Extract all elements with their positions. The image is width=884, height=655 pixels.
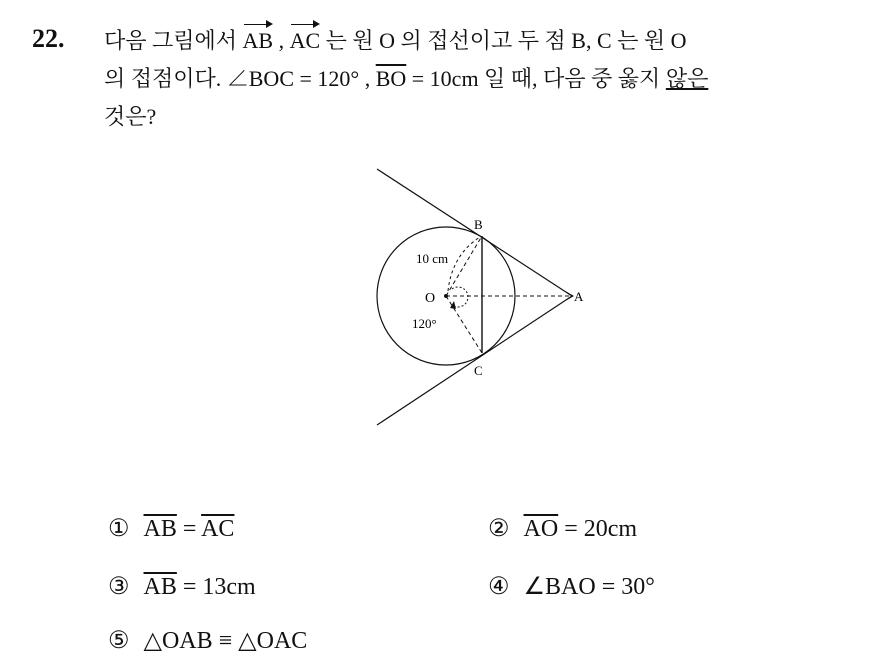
choice-4-mark: ④ [488, 574, 510, 600]
choice-1-rel: = [176, 516, 202, 542]
choice-1-seg-ac: $\overline{AC}$ [201, 516, 235, 542]
question-line-2 [104, 60, 864, 98]
choice-5-text: △OAB ≡ △OAC [143, 628, 308, 654]
choice-5[interactable] [108, 626, 307, 655]
label-angle: 120° [412, 316, 437, 331]
choice-3-mark: ③ [108, 574, 130, 600]
radius-ob-dashed [446, 236, 482, 296]
choice-2-seg-ao: $\overline{AO}$ [523, 516, 559, 542]
choice-4[interactable] [488, 572, 655, 601]
angle-arrow-icon [450, 301, 456, 309]
choice-3-rel: = 13cm [176, 574, 256, 600]
radius-arc [448, 237, 480, 291]
label-o: O [425, 291, 436, 306]
question-line-3: 것은? [104, 104, 157, 129]
choice-2[interactable] [488, 514, 637, 543]
choice-2-mark: ② [488, 516, 510, 542]
question-comma: , [273, 28, 290, 53]
question-line-1-prefix: 다음 그림에서 [104, 28, 243, 53]
center-point-o [444, 294, 448, 298]
choice-1-mark: ① [108, 516, 130, 542]
label-b: B [474, 217, 483, 232]
choice-4-text: ∠BAO = 30° [523, 574, 655, 600]
label-radius: 10 cm [416, 251, 449, 266]
tangent-line-ab [377, 169, 572, 296]
choice-3-seg-ab: $\overline{AB}$ [143, 574, 177, 600]
radius-oc-dashed [446, 296, 482, 353]
vector-ac: AC [290, 22, 321, 60]
choice-5-mark: ⑤ [108, 628, 130, 654]
underlined-word: 않은 [665, 66, 709, 91]
question-line-2-prefix: 의 접점이다. ∠BOC = 120° , [104, 66, 376, 91]
question-text [104, 22, 864, 136]
question-line-1-suffix: 는 원 O 의 접선이고 두 점 B, C 는 원 O [320, 28, 687, 53]
choice-3[interactable] [108, 572, 256, 601]
label-c: C [474, 363, 483, 378]
question-line-2-middle: = 10cm 일 때, 다음 중 옳지 [406, 66, 666, 91]
segment-bo: $\overline{BO}$ [375, 66, 407, 91]
question-line-1 [104, 22, 864, 60]
tangent-line-ac [377, 296, 572, 425]
question-number: 22. [32, 24, 65, 53]
choice-2-rel: = 20cm [558, 516, 638, 542]
choice-1[interactable] [108, 514, 234, 543]
vector-ab: AB [243, 22, 274, 60]
choice-1-seg-ab: $\overline{AB}$ [143, 516, 177, 542]
label-a: A [574, 289, 584, 304]
geometry-figure [370, 165, 590, 435]
